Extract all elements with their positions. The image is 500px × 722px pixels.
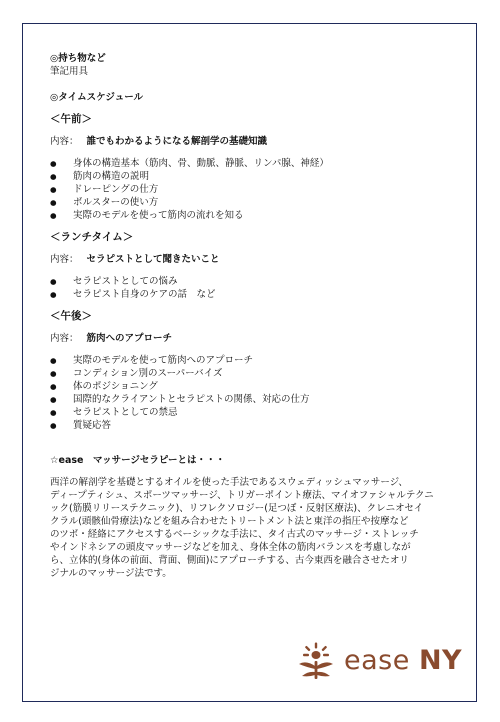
paragraph-line: やインドネシアの頭皮マッサージなどを加え、身体全体の筋肉バランスを考慮しなが xyxy=(50,542,411,553)
list-item: ● セラピスト自身のケアの話 など xyxy=(50,288,460,301)
list-item: ● 身体の構造基本（筋肉、骨、動脈、静脈、リンパ腺、神経） xyxy=(50,157,460,170)
paragraph-line: ら、立体的(身体の前面、背面、側面)にアプローチする、古今東西を融合させたオリ xyxy=(50,555,409,566)
morning-content-label: 内容： xyxy=(50,136,79,147)
list-item: ● ドレーピングの仕方 xyxy=(50,183,460,196)
morning-topic: 誰でもわかるようになる解剖学の基礎知識 xyxy=(86,136,268,147)
belongings-item: 筆記用具 xyxy=(50,66,89,77)
morning-heading: ＜午前＞ xyxy=(50,113,92,125)
morning-content-row xyxy=(50,135,460,148)
about-heading: ☆ease マッサージセラピーとは・・・ xyxy=(50,455,226,466)
lunch-heading: ＜ランチタイム＞ xyxy=(50,231,134,243)
paragraph-line: のツボ・経絡にアクセスするベーシックな手法に、タイ古式のマッサージ・ストレッチ xyxy=(50,529,419,540)
lunch-content-label: 内容： xyxy=(50,254,79,265)
logo-suffix: NY xyxy=(418,645,463,676)
document-body xyxy=(50,52,460,580)
list-item: ● 実際のモデルを使って筋肉へのアプローチ xyxy=(50,354,460,367)
list-item: ● 国際的なクライアントとセラピストの関係、対応の仕方 xyxy=(50,393,460,406)
paragraph-line: クラル(頭骸仙骨療法)などを組み合わせたトリートメント法と東洋の指圧や按摩など xyxy=(50,516,409,527)
afternoon-content-label: 内容： xyxy=(50,333,79,344)
lunch-content-row xyxy=(50,253,460,266)
afternoon-heading: ＜午後＞ xyxy=(50,310,92,322)
list-item: ● 実際のモデルを使って筋肉の流れを知る xyxy=(50,209,460,222)
schedule-heading: ◎タイムスケジュール xyxy=(50,92,144,103)
sun-flower-logo-icon xyxy=(296,642,336,680)
logo-word: ease xyxy=(344,645,410,676)
morning-bullet-list xyxy=(50,157,460,222)
about-paragraph xyxy=(50,476,460,580)
afternoon-bullet-list xyxy=(50,354,460,432)
list-item: ● コンディション別のスーパーバイズ xyxy=(50,367,460,380)
list-item: ● セラピストとしての禁忌 xyxy=(50,406,460,419)
paragraph-line: ジナルのマッサージ法です。 xyxy=(50,568,172,579)
list-item: ● 筋肉の構造の説明 xyxy=(50,170,460,183)
list-item: ● 体のポジショニング xyxy=(50,380,460,393)
ease-ny-logo xyxy=(296,642,466,680)
logo-wordmark xyxy=(344,645,462,676)
afternoon-topic: 筋肉へのアプローチ xyxy=(86,333,173,344)
list-item: ● ボルスターの使い方 xyxy=(50,196,460,209)
paragraph-line: ック(筋膜リリーステクニック)、リフレクソロジー(足つぼ・反射区療法)、クレニオセイ xyxy=(50,503,424,514)
lunch-topic: セラピストとして聞きたいこと xyxy=(86,254,220,265)
belongings-heading: ◎持ち物など xyxy=(50,53,106,64)
list-item: ● 質疑応答 xyxy=(50,419,460,432)
list-item: ● セラピストとしての悩み xyxy=(50,275,460,288)
paragraph-line: 西洋の解剖学を基礎とするオイルを使った手法であるスウェディッシュマッサージ、 xyxy=(50,477,408,488)
lunch-bullet-list xyxy=(50,275,460,301)
paragraph-line: ディープティシュ、スポーツマッサージ、トリガーポイント療法、マイオファシャルテクニ xyxy=(50,490,434,501)
afternoon-content-row xyxy=(50,332,460,345)
